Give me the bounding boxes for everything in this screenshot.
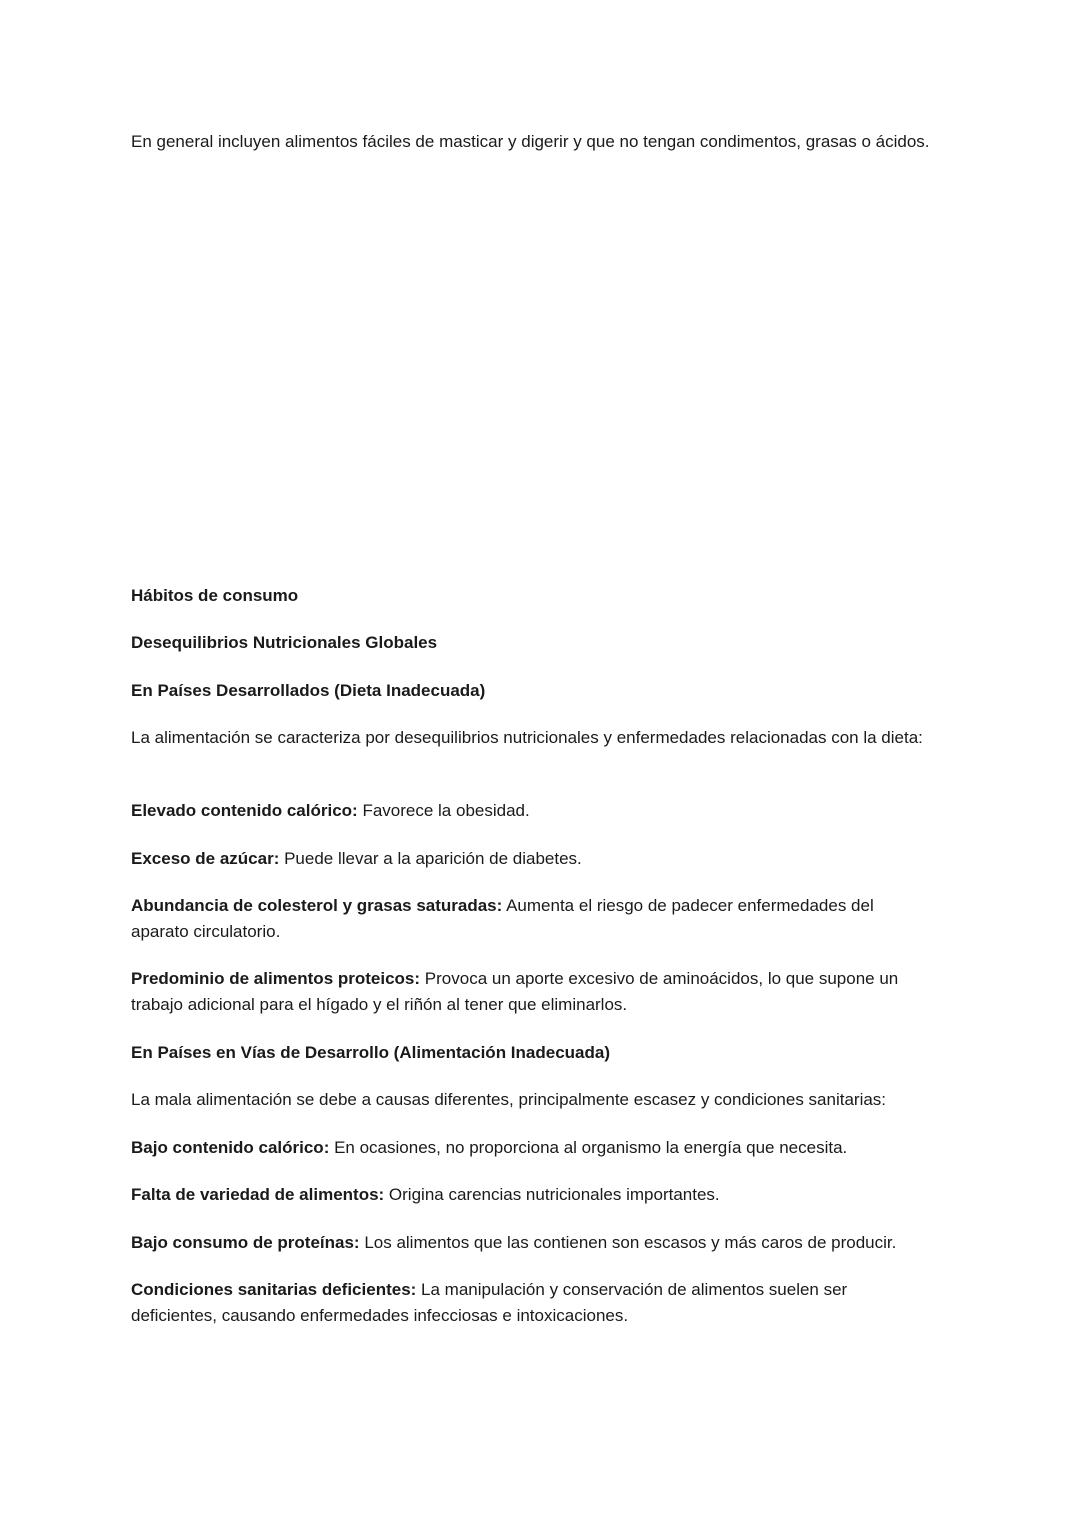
developed-intro: La alimentación se caracteriza por desequilibrios nutricionales y enfermedades relacionadas con la dieta: bbox=[131, 728, 923, 747]
item-term: Bajo consumo de proteínas: bbox=[131, 1233, 360, 1252]
section-title: Hábitos de consumo bbox=[131, 586, 299, 605]
item-term: Bajo contenido calórico: bbox=[131, 1138, 330, 1157]
item-term: Exceso de azúcar: bbox=[131, 849, 280, 868]
developed-item bbox=[131, 798, 931, 824]
developed-heading: En Países Desarrollados (Dieta Inadecuada) bbox=[131, 681, 486, 700]
item-text: La manipulación y conservación de alimentos suelen ser deficientes, causando enfermedades infecciosas e intoxicaciones. bbox=[131, 1280, 848, 1325]
item-term: Predominio de alimentos proteicos: bbox=[131, 969, 421, 988]
item-term: Falta de variedad de alimentos: bbox=[131, 1185, 385, 1204]
item-term: Condiciones sanitarias deficientes: bbox=[131, 1280, 417, 1299]
intro-paragraph: En general incluyen alimentos fáciles de masticar y digerir y que no tengan condimentos, grasas o ácidos. bbox=[131, 132, 930, 151]
developing-intro: La mala alimentación se debe a causas diferentes, principalmente escasez y condiciones sanitarias: bbox=[131, 1090, 887, 1109]
developing-item bbox=[131, 1277, 931, 1329]
item-text: Puede llevar a la aparición de diabetes. bbox=[279, 849, 582, 868]
item-text: Aumenta el riesgo de padecer enfermedades del aparato circulatorio. bbox=[131, 896, 874, 941]
item-term: Abundancia de colesterol y grasas saturadas: bbox=[131, 896, 503, 915]
item-text: En ocasiones, no proporciona al organismo la energía que necesita. bbox=[329, 1138, 848, 1157]
developing-heading: En Países en Vías de Desarrollo (Alimentación Inadecuada) bbox=[131, 1043, 610, 1062]
item-text: Provoca un aporte excesivo de aminoácidos, lo que supone un trabajo adicional para el hígado y el riñón al tener que eliminarlos. bbox=[131, 969, 899, 1014]
developed-item bbox=[131, 966, 931, 1018]
developed-item bbox=[131, 893, 931, 945]
subtitle: Desequilibrios Nutricionales Globales bbox=[131, 633, 438, 652]
developing-item bbox=[131, 1182, 931, 1208]
item-text: Favorece la obesidad. bbox=[357, 801, 530, 820]
developing-item bbox=[131, 1230, 931, 1256]
developed-item bbox=[131, 846, 931, 872]
item-text: Los alimentos que las contienen son escasos y más caros de producir. bbox=[359, 1233, 897, 1252]
item-term: Elevado contenido calórico: bbox=[131, 801, 358, 820]
item-text: Origina carencias nutricionales importantes. bbox=[384, 1185, 720, 1204]
developing-item bbox=[131, 1135, 931, 1161]
